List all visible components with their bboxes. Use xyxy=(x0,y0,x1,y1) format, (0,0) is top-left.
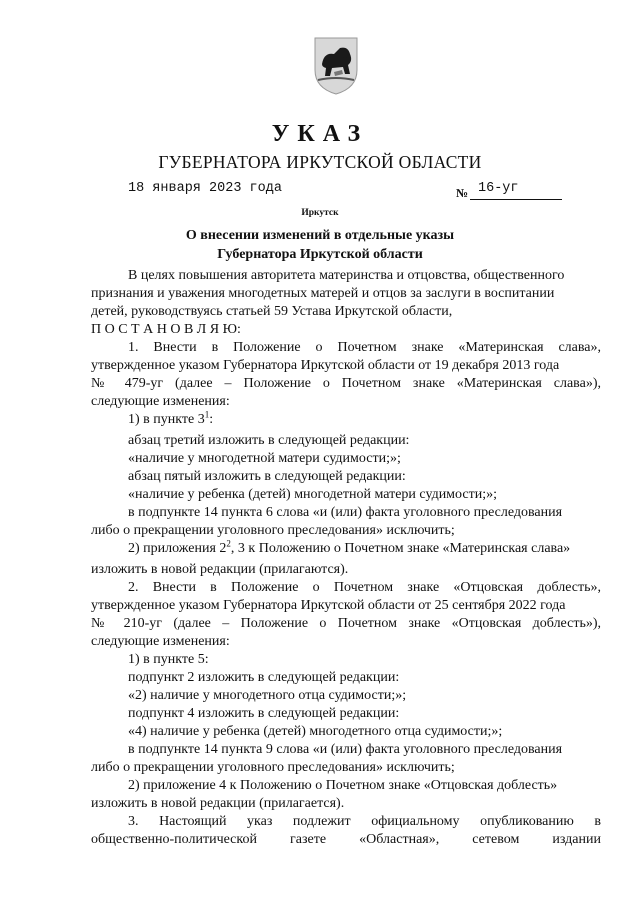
body-line: подпункт 4 изложить в следующей редакции: xyxy=(128,706,400,721)
city-label: Иркутск xyxy=(301,208,339,218)
body-line: детей, руководствуясь статьей 59 Устава Иркутской области, xyxy=(91,304,453,319)
body-line: 3. Настоящий указ подлежит официальному опубликованию в xyxy=(128,814,601,829)
body-line: 2) приложение 4 к Положению о Почетном знаке «Отцовская доблесть» xyxy=(128,778,558,793)
body-text: 1) в пункте 3 xyxy=(128,412,205,427)
body-line: «4) наличие у ребенка (детей) многодетного отца судимости;»; xyxy=(128,724,503,739)
body-line: изложить в новой редакции (прилагаются). xyxy=(91,562,349,577)
body-line: абзац третий изложить в следующей редакции: xyxy=(128,433,410,448)
body-line: в подпункте 14 пункта 6 слова «и (или) факта уголовного преследования xyxy=(128,505,563,520)
document-number: 16-уг xyxy=(470,181,562,200)
body-line: следующие изменения: xyxy=(91,634,230,649)
issuing-authority: ГУБЕРНАТОРА ИРКУТСКОЙ ОБЛАСТИ xyxy=(158,152,482,172)
body-line: подпункт 2 изложить в следующей редакции: xyxy=(128,670,400,685)
body-line: в подпункте 14 пункта 9 слова «и (или) факта уголовного преследования xyxy=(128,742,563,757)
body-line: абзац пятый изложить в следующей редакции: xyxy=(128,469,406,484)
body-line: либо о прекращении уголовного преследования» исключить; xyxy=(91,523,455,538)
title-line: Губернатора Иркутской области xyxy=(217,247,423,262)
body-line: В целях повышения авторитета материнства и отцовства, общественного xyxy=(128,268,565,283)
body-line: 1) в пункте 5: xyxy=(128,652,209,667)
document-type-heading: УКАЗ xyxy=(271,121,369,147)
superscript: 1 xyxy=(204,409,210,420)
body-line: П О С Т А Н О В Л Я Ю: xyxy=(91,322,241,337)
body-text: : xyxy=(209,412,214,427)
body-line: 1. Внести в Положение о Почетном знаке «Материнская слава», xyxy=(128,340,601,355)
body-line: «наличие у ребенка (детей) многодетной матери судимости;»; xyxy=(128,487,497,502)
body-text: , 3 к Положению о Почетном знаке «Материнская слава» xyxy=(230,541,571,556)
body-line xyxy=(128,411,213,429)
number-label: № xyxy=(456,186,469,200)
body-line: «наличие у многодетной матери судимости;»; xyxy=(128,451,401,466)
body-line: общественно-политической газете «Областная», сетевом издании xyxy=(91,832,601,847)
body-line: признания и уважения многодетных матерей и отцов за заслуги в воспитании xyxy=(91,286,555,301)
body-line: утвержденное указом Губернатора Иркутской области от 25 сентября 2022 года xyxy=(91,598,566,613)
body-line: № 210-уг (далее – Положение о Почетном знаке «Отцовская доблесть»), xyxy=(91,616,601,631)
irkutsk-babr-emblem-icon xyxy=(312,34,360,96)
body-line: либо о прекращении уголовного преследования» исключить; xyxy=(91,760,455,775)
body-line: 2. Внести в Положение о Почетном знаке «Отцовская доблесть», xyxy=(128,580,601,595)
body-text: 2) приложения 2 xyxy=(128,541,227,556)
body-line: следующие изменения: xyxy=(91,394,230,409)
body-line xyxy=(128,540,570,558)
body-line: «2) наличие у многодетного отца судимости;»; xyxy=(128,688,407,703)
body-line: изложить в новой редакции (прилагается). xyxy=(91,796,345,811)
document-title xyxy=(0,226,640,264)
body-line: № 479-уг (далее – Положение о Почетном знаке «Материнская слава»), xyxy=(91,376,601,391)
body-line: утвержденное указом Губернатора Иркутской области от 19 декабря 2013 года xyxy=(91,358,560,373)
superscript: 2 xyxy=(226,538,231,549)
title-line: О внесении изменений в отдельные указы xyxy=(185,228,455,243)
document-date: 18 января 2023 года xyxy=(128,181,282,196)
